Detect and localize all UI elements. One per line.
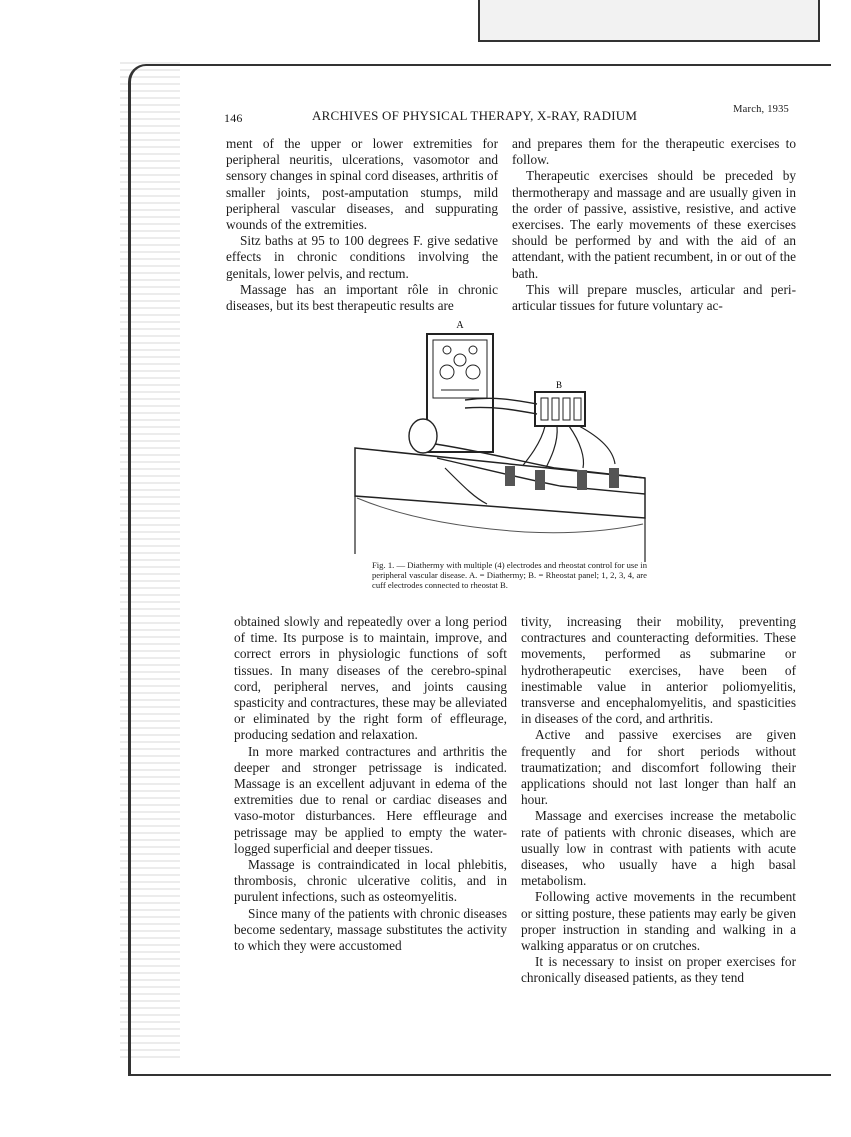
label-b: B	[555, 380, 563, 390]
page-number: 146	[224, 111, 243, 125]
paragraph: obtained slowly and repeatedly over a long period of time. Its purpose is to maintain, improve, and correct errors in physiologic functions of soft tissues. In many diseases of the cerebro-spinal cord, peripheral nerves, and joints causing spasticity and contractures, these may be alleviated or eliminated by the right form of effleurage, producing sedation and relaxation.	[234, 614, 507, 743]
running-head	[224, 104, 789, 126]
paragraph: Since many of the patients with chronic diseases become sedentary, massage substitutes the activity to which they were accustomed	[234, 905, 507, 954]
cable	[569, 426, 583, 468]
figure-diathermy-illustration	[345, 318, 685, 563]
cuff-electrode	[535, 470, 545, 490]
paragraph: tivity, increasing their mobility, preventing contractures and counteracting deformities. These movements, performed as submarine or hydrotherapeutic exercises, have been of inestimable value in anterior poliomyelitis, transverse and encephalomyelitis, and spasticities in diseases of the cord, and arthritis.	[521, 614, 796, 727]
paragraph: Therapeutic exercises should be preceded by thermotherapy and massage and are usually given in the order of passive, assistive, resistive, and active exercises. The early movements of these exercises should be performed by and with the aid of an attendant, with the patient recumbent, in or out of the bath.	[512, 168, 796, 281]
bed	[355, 448, 645, 518]
cuff-electrode	[577, 470, 587, 490]
diathermy-illustration	[345, 318, 685, 563]
column-2-bottom	[521, 614, 796, 987]
paragraph: ment of the upper or lower extremities for peripheral neuritis, ulcerations, vasomotor and sensory changes in spinal cord diseases, arthritis of smaller joints, post-amputation stumps, mild peripheral vascular diseases, and suppurating wounds of the extremities.	[226, 136, 498, 233]
paragraph: Massage has an important rôle in chronic diseases, but its best therapeutic results are	[226, 281, 498, 314]
paragraph: Active and passive exercises are given frequently and for short periods without traumatization; and discomfort following their applications should not last longer than half an hour.	[521, 727, 796, 808]
column-1-bottom	[234, 614, 507, 954]
scan-tape-strip	[478, 0, 820, 42]
figure-caption: Fig. 1. — Diathermy with multiple (4) electrodes and rheostat control for use in peripheral vascular disease. A. = Diathermy; B. = Rheostat panel; 1, 2, 3, 4, are cuff electrodes connected to rheostat B.	[372, 560, 647, 590]
paragraph: This will prepare muscles, articular and peri-articular tissues for future voluntary ac-	[512, 281, 796, 314]
label-a: A	[456, 320, 464, 331]
cuff-electrode	[609, 468, 619, 488]
paragraph: Massage is contraindicated in local phlebitis, thrombosis, chronic ulcerative colitis, and in purulent infections, such as osteomyelitis.	[234, 857, 507, 905]
paragraph: It is necessary to insist on proper exercises for chronically diseased patients, as they tend	[521, 954, 796, 986]
paragraph: and prepares them for the therapeutic exercises to follow.	[512, 136, 796, 168]
paragraph: In more marked contractures and arthritis the deeper and stronger petrissage is indicated. Massage is an excellent adjuvant in edema of the extremities due to renal or cardiac diseases and vaso-motor disturbances. Here effleurage and petrissage may be applied to empty the water-logged superficial and deeper tissues.	[234, 743, 507, 856]
issue-date: March, 1935	[733, 104, 789, 115]
column-1-top	[226, 136, 498, 314]
rheostat-panel	[535, 392, 585, 426]
patient-head	[409, 419, 437, 453]
cable	[579, 426, 615, 464]
cuff-electrode	[505, 466, 515, 486]
column-2-top	[512, 136, 796, 314]
paragraph: Massage and exercises increase the metabolic rate of patients with chronic diseases, which are usually low in contrast with patients with acute diseases, who usually have a high basal metabolism.	[521, 808, 796, 889]
journal-title: ARCHIVES OF PHYSICAL THERAPY, X-RAY, RADIUM	[312, 108, 638, 123]
paragraph: Sitz baths at 95 to 100 degrees F. give sedative effects in chronic conditions involving the genitals, lower pelvis, and rectum.	[226, 233, 498, 281]
paragraph: Following active movements in the recumbent or sitting posture, these patients may early be given proper instruction in standing and walking in a walking apparatus or on crutches.	[521, 889, 796, 954]
